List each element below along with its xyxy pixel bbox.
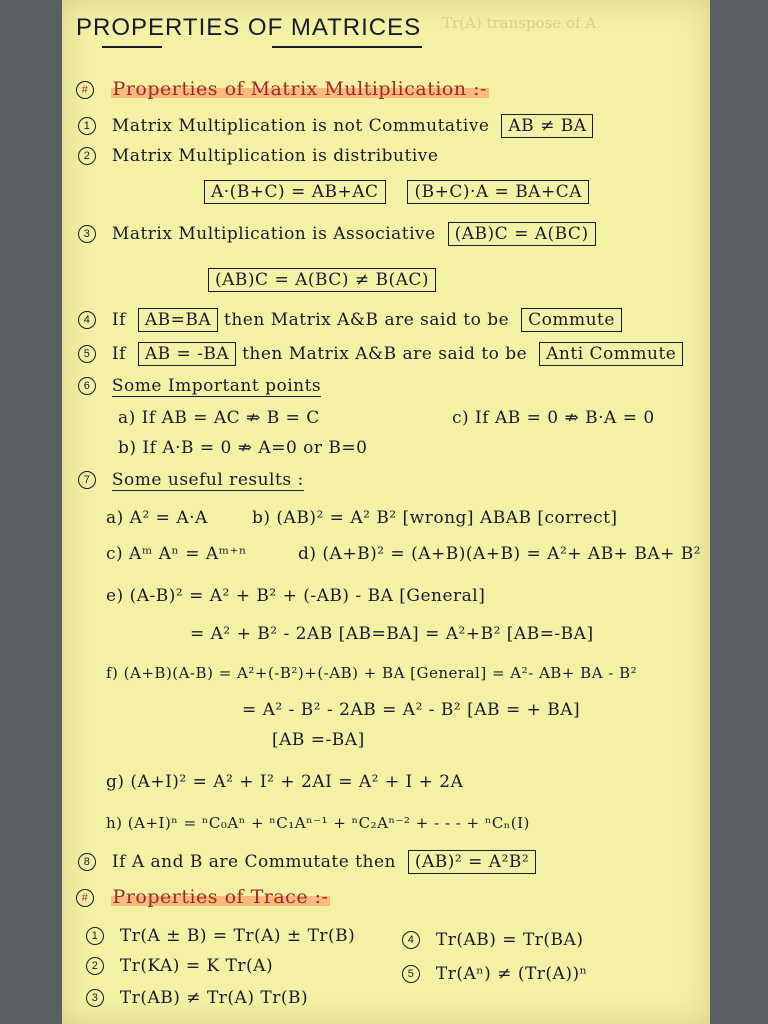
title-underline	[272, 46, 422, 48]
formula-box: (B+C)·A = BA+CA	[407, 180, 589, 204]
trace-property-4	[402, 930, 583, 950]
property-text: then Matrix A&B are said to be	[242, 344, 528, 364]
result-b: b) (AB)² = A² B² [wrong] ABAB [correct]	[252, 508, 618, 528]
result-e-cases: = A² + B² - 2AB [AB=BA] = A²+B² [AB=-BA]	[190, 624, 594, 644]
heading-text: Properties of Matrix Multiplication :-	[112, 78, 487, 100]
formula-box: Anti Commute	[539, 342, 683, 366]
point-a: a) If AB = AC ⇏ B = C	[118, 408, 320, 428]
property-1	[78, 114, 593, 138]
property-text: Some Important points	[111, 376, 322, 396]
formula-box: Commute	[521, 308, 622, 332]
result-f-anticommute: [AB =-BA]	[272, 730, 365, 750]
property-5	[78, 342, 683, 366]
result-f-general: f) (A+B)(A-B) = A²+(-B²)+(-AB) + BA [General] = A²- AB+ BA - B²	[106, 664, 638, 682]
bleed-through-text: Tr(A) transpose of A	[442, 14, 597, 32]
formula-box: (AB)² = A²B²	[408, 850, 536, 874]
notebook-page	[62, 0, 710, 1024]
item-number: 1	[78, 117, 96, 135]
item-number: 5	[78, 345, 96, 363]
item-number: 5	[402, 965, 420, 983]
property-2	[78, 146, 438, 166]
trace-property-3	[86, 988, 308, 1008]
property-text: Tr(KA) = K Tr(A)	[119, 956, 274, 976]
title-underline	[102, 46, 162, 48]
page-title: PROPERTIES OF MATRICES	[76, 14, 422, 41]
item-number: 2	[86, 957, 104, 975]
trace-property-2	[86, 956, 273, 976]
associative-formula	[202, 268, 436, 292]
trace-property-5	[402, 964, 587, 984]
point-c: c) If AB = 0 ⇏ B·A = 0	[452, 408, 655, 428]
formula-box: AB=BA	[138, 308, 218, 332]
property-text: Tr(Aⁿ) ≠ (Tr(A))ⁿ	[435, 964, 588, 984]
result-f-commute: = A² - B² - 2AB = A² - B² [AB = + BA]	[242, 700, 581, 720]
property-6	[78, 376, 321, 396]
point-b: b) If A·B = 0 ⇏ A=0 or B=0	[118, 438, 368, 458]
result-h: h) (A+I)ⁿ = ⁿC₀Aⁿ + ⁿC₁Aⁿ⁻¹ + ⁿC₂Aⁿ⁻² + - - - + ⁿCₙ(I)	[106, 814, 530, 832]
property-text: then Matrix A&B are said to be	[224, 310, 510, 330]
item-number: 3	[86, 989, 104, 1007]
item-number: 7	[78, 471, 96, 489]
property-text: Tr(AB) ≠ Tr(A) Tr(B)	[119, 988, 309, 1008]
formula-box: A·(B+C) = AB+AC	[204, 180, 386, 204]
result-d: d) (A+B)² = (A+B)(A+B) = A²+ AB+ BA+ B²	[298, 544, 702, 564]
section-heading-multiplication	[76, 78, 489, 100]
item-number: 1	[86, 927, 104, 945]
result-c: c) Aᵐ Aⁿ = Aᵐ⁺ⁿ	[106, 544, 247, 564]
property-8	[78, 850, 536, 874]
item-number: 4	[402, 931, 420, 949]
item-number: 3	[78, 225, 96, 243]
property-text: Matrix Multiplication is not Commutative	[111, 116, 490, 136]
property-text: Tr(A ± B) = Tr(A) ± Tr(B)	[119, 926, 356, 946]
item-number: 6	[78, 377, 96, 395]
trace-property-1	[86, 926, 355, 946]
formula-box: (AB)C = A(BC)	[448, 222, 596, 246]
section-bullet: #	[76, 889, 94, 907]
result-e-general: e) (A-B)² = A² + B² + (-AB) - BA [General]	[106, 586, 486, 606]
formula-box: AB ≠ BA	[501, 114, 593, 138]
property-text: If	[111, 344, 126, 364]
property-text: Matrix Multiplication is distributive	[111, 146, 439, 166]
property-text: Matrix Multiplication is Associative	[111, 224, 436, 244]
property-7	[78, 470, 304, 490]
item-number: 8	[78, 853, 96, 871]
section-bullet: #	[76, 81, 94, 99]
result-a: a) A² = A·A	[106, 508, 208, 528]
section-heading-trace	[76, 886, 330, 908]
result-g: g) (A+I)² = A² + I² + 2AI = A² + I + 2A	[106, 772, 464, 792]
property-text: If A and B are Commutate then	[111, 852, 396, 872]
property-text: Some useful results :	[111, 470, 304, 490]
property-4	[78, 308, 622, 332]
property-3	[78, 222, 596, 246]
item-number: 2	[78, 147, 96, 165]
formula-box: AB = -BA	[138, 342, 236, 366]
property-text: Tr(AB) = Tr(BA)	[435, 930, 584, 950]
heading-text: Properties of Trace :-	[112, 886, 329, 908]
property-text: If	[111, 310, 126, 330]
distributive-formulas	[198, 180, 589, 204]
item-number: 4	[78, 311, 96, 329]
formula-box: (AB)C = A(BC) ≠ B(AC)	[208, 268, 436, 292]
